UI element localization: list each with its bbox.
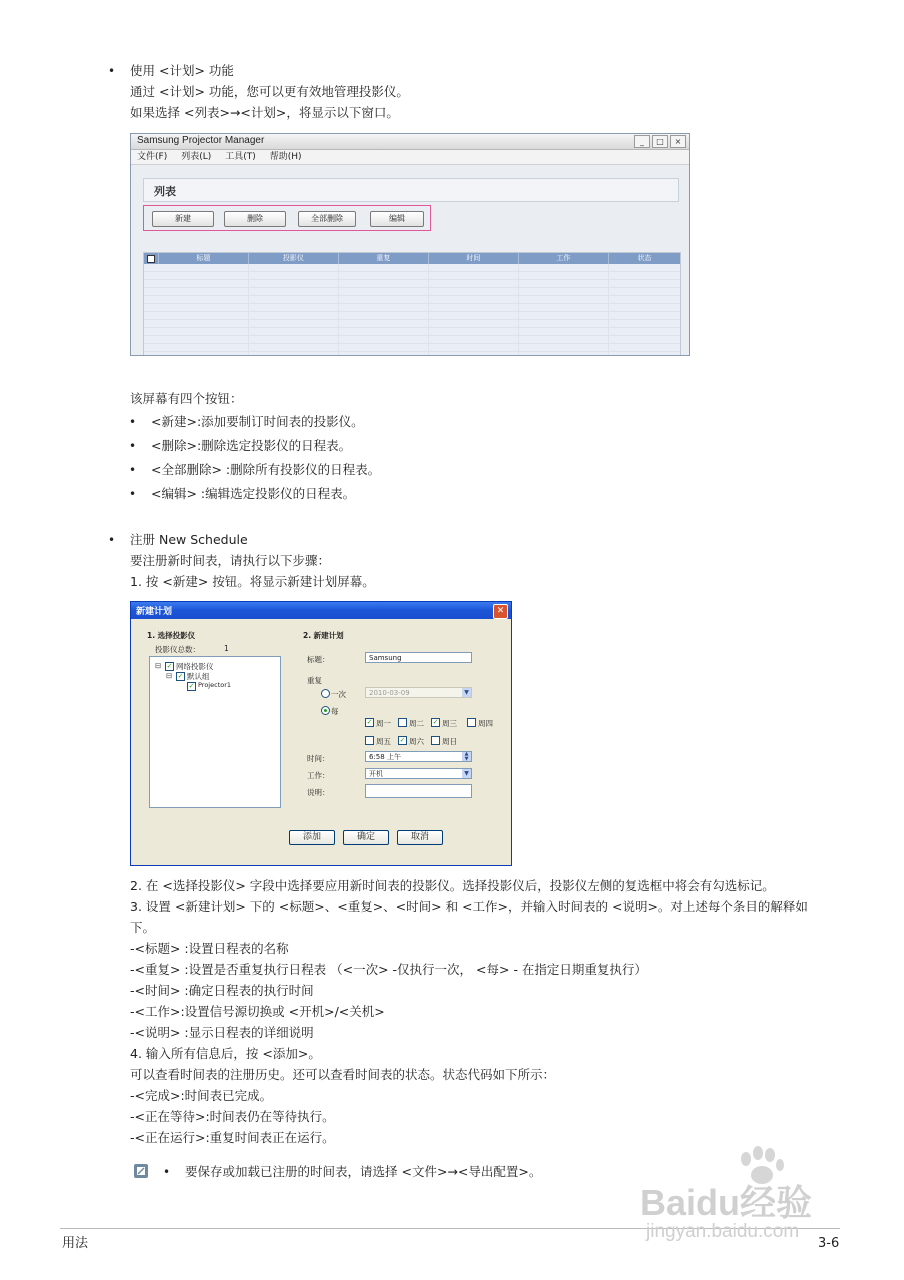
paragraph: -<正在运行>:重复时间表正在运行。 [130, 1130, 335, 1145]
title-bar [131, 134, 689, 150]
day-label: 周三 [442, 719, 457, 728]
work-select[interactable] [365, 768, 472, 779]
column-header[interactable]: 时间 [429, 253, 519, 264]
chevron-down-icon[interactable]: ▼ [462, 688, 471, 697]
tree-item[interactable]: 网络投影仪 [176, 662, 214, 671]
column-header[interactable]: 标题 [159, 253, 249, 264]
chevron-down-icon[interactable]: ▼ [462, 769, 471, 778]
minimize-button[interactable]: _ [634, 135, 650, 148]
page-number: 3-6 [818, 1236, 840, 1251]
day-label: 周五 [376, 737, 391, 746]
bullet: • [129, 463, 137, 477]
checkbox-unchecked[interactable] [431, 736, 440, 745]
list-item: <删除>:删除选定投影仪的日程表。 [151, 438, 352, 453]
title-label: 标题： [307, 655, 330, 664]
spinner-arrows-icon[interactable]: ▲ ▼ [462, 752, 471, 761]
paragraph: 2. 在 <选择投影仪> 字段中选择要应用新时间表的投影仪。选择投影仪后，投影仪左侧的复选框中将会有勾选标记。 [130, 878, 775, 893]
paragraph: 1. 按 <新建> 按钮。将显示新建计划屏幕。 [130, 574, 375, 589]
collapse-icon[interactable]: ⊟ [155, 661, 162, 670]
paragraph: 3. 设置 <新建计划> 下的 <标题>、<重复>、<时间> 和 <工作>，并输入时间表的 <说明>。对上述每个条目的解释如 [130, 899, 808, 914]
time-spinner[interactable] [365, 751, 472, 762]
dialog-title: 新建计划 [136, 607, 173, 617]
column-header[interactable]: 投影仪 [249, 253, 339, 264]
day-label: 周日 [442, 737, 457, 746]
title-input[interactable]: Samsung [365, 652, 472, 663]
step1-label: 1. 选择投影仪 [147, 631, 196, 640]
list-item: <新建>:添加要制订时间表的投影仪。 [151, 414, 364, 429]
column-header[interactable]: 工作 [519, 253, 609, 264]
tree-item[interactable]: Projector1 [198, 681, 232, 689]
paragraph: 要注册新时间表，请执行以下步骤： [130, 553, 331, 568]
description-label: 说明： [307, 788, 330, 797]
projector-total-value: 1 [224, 644, 229, 653]
bullet: • [129, 487, 137, 501]
note-icon [134, 1164, 148, 1178]
close-icon[interactable]: ✕ [493, 604, 508, 619]
menu-bar [131, 150, 689, 165]
watermark-url: jingyan.baidu.com [646, 1221, 800, 1242]
menu-list[interactable]: 列表(L) [181, 152, 212, 162]
menu-file[interactable]: 文件(F) [137, 152, 168, 162]
menu-tools[interactable]: 工具(T) [225, 152, 256, 162]
once-label: 一次 [331, 690, 346, 699]
checkbox-checked[interactable]: ✓ [188, 682, 195, 690]
repeat-label: 重复 [307, 676, 322, 685]
collapse-icon[interactable]: ⊟ [166, 671, 173, 680]
date-value: 2010-03-09 [369, 689, 410, 697]
section-heading: 注册 New Schedule [130, 532, 248, 547]
column-header[interactable]: 状态 [637, 254, 652, 262]
time-label: 时间： [307, 754, 330, 763]
panel-title: 列表 [154, 185, 176, 198]
table-header [144, 253, 680, 264]
paragraph: 通过 <计划> 功能，您可以更有效地管理投影仪。 [130, 84, 409, 99]
paragraph: -<正在等待>:时间表仍在等待执行。 [130, 1109, 335, 1124]
paragraph: -<重复> :设置是否重复执行日程表 （<一次> -仅执行一次， <每> - 在指定日期重复执行） [130, 962, 647, 977]
new-schedule-dialog-screenshot [130, 601, 512, 866]
once-radio[interactable] [321, 689, 330, 698]
list-item: <全部删除> :删除所有投影仪的日程表。 [151, 462, 381, 477]
checkbox-checked[interactable]: ✓ [432, 718, 439, 726]
bullet: • [163, 1165, 171, 1179]
baidu-watermark [640, 1145, 860, 1250]
title-bar [131, 602, 511, 619]
paragraph: 如果选择 <列表>→<计划>，将显示以下窗口。 [130, 105, 399, 120]
once-date-field[interactable] [365, 687, 472, 698]
schedule-table [143, 252, 681, 356]
list-item: <编辑> :编辑选定投影仪的日程表。 [151, 486, 356, 501]
tree-item[interactable]: 默认组 [187, 672, 210, 681]
day-label: 周二 [409, 719, 424, 728]
add-button[interactable]: 添加 [289, 830, 335, 845]
bullet: • [108, 64, 116, 78]
checkbox-checked[interactable]: ✓ [166, 662, 173, 670]
button-group-highlight [143, 205, 431, 231]
bullet: • [108, 533, 116, 547]
delete-all-button[interactable]: 全部删除 [298, 211, 356, 227]
window-title: Samsung Projector Manager [137, 135, 265, 146]
note-text: 要保存或加载已注册的时间表，请选择 <文件>→<导出配置>。 [185, 1164, 542, 1179]
paragraph: -<说明> :显示日程表的详细说明 [130, 1025, 314, 1040]
every-radio[interactable] [321, 706, 330, 715]
step2-label: 2. 新建计划 [303, 631, 344, 640]
day-label: 周四 [478, 719, 493, 728]
projector-manager-screenshot [130, 133, 690, 356]
menu-help[interactable]: 帮助(H) [269, 152, 302, 162]
day-label: 周六 [409, 737, 424, 746]
paragraph: 4. 输入所有信息后，按 <添加>。 [130, 1046, 321, 1061]
projector-tree[interactable] [149, 656, 281, 808]
new-button[interactable]: 新建 [152, 211, 214, 227]
checkbox-checked[interactable]: ✓ [399, 736, 406, 744]
paragraph: 下。 [130, 920, 156, 935]
checkbox-unchecked[interactable] [365, 736, 374, 745]
paragraph: -<完成>:时间表已完成。 [130, 1088, 273, 1103]
description-input[interactable] [365, 784, 472, 798]
checkbox-unchecked[interactable] [398, 718, 407, 727]
checkbox-checked[interactable]: ✓ [177, 672, 184, 680]
work-value: 开机 [369, 770, 383, 778]
every-label: 每 [331, 707, 339, 716]
list-panel-header [143, 178, 679, 202]
bullet: • [129, 415, 137, 429]
day-label: 周一 [376, 719, 391, 728]
edit-button[interactable]: 编辑 [370, 211, 424, 227]
section-heading: 使用 <计划> 功能 [130, 63, 234, 78]
time-value: 6:58 上午 [369, 753, 401, 761]
delete-button[interactable]: 删除 [224, 211, 286, 227]
cancel-button[interactable]: 取消 [397, 830, 443, 845]
paragraph: -<工作>:设置信号源切换或 <开机>/<关机> [130, 1004, 385, 1019]
footer-section: 用法 [62, 1236, 89, 1251]
ok-button[interactable]: 确定 [343, 830, 389, 845]
watermark-brand: Baidu经验 [640, 1182, 813, 1223]
paragraph: -<时间> :确定日程表的执行时间 [130, 983, 314, 998]
close-button[interactable]: × [670, 135, 686, 148]
maximize-button[interactable]: □ [652, 135, 668, 148]
paragraph: -<标题> :设置日程表的名称 [130, 941, 289, 956]
work-label: 工作： [307, 771, 330, 780]
select-all-checkbox[interactable] [144, 253, 159, 264]
projector-total-label: 投影仪总数： [155, 645, 200, 654]
column-header[interactable]: 重复 [339, 253, 429, 264]
bullet: • [129, 439, 137, 453]
paragraph: 可以查看时间表的注册历史。还可以查看时间表的状态。状态代码如下所示： [130, 1067, 556, 1082]
checkbox-checked[interactable]: ✓ [366, 718, 373, 726]
checkbox-unchecked[interactable] [467, 718, 476, 727]
paragraph: 该屏幕有四个按钮： [130, 391, 243, 406]
